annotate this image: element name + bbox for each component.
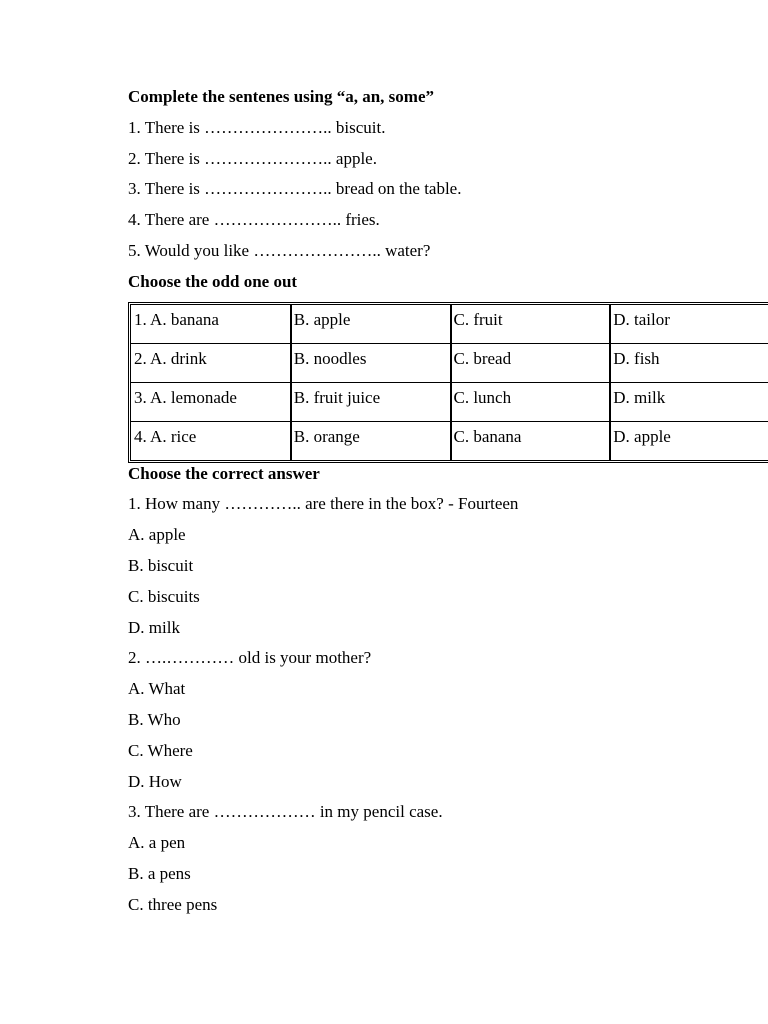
table-row xyxy=(131,344,768,383)
answer-option: B. biscuit xyxy=(128,555,194,575)
sentence-item: 1. There is ………………….. biscuit. xyxy=(128,117,386,137)
table-cell: C. lunch xyxy=(451,383,611,422)
answer-option: B. a pens xyxy=(128,863,191,883)
table-cell: B. noodles xyxy=(291,344,451,383)
table-cell: C. fruit xyxy=(451,305,611,344)
table-cell: C. bread xyxy=(451,344,611,383)
sentence-item: 3. There is ………………….. bread on the table. xyxy=(128,179,462,199)
answer-option: C. Where xyxy=(128,740,193,760)
answer-option: A. apple xyxy=(128,525,186,545)
answer-option: B. Who xyxy=(128,709,181,729)
table-row xyxy=(131,383,768,422)
table-row xyxy=(131,422,768,460)
table-cell: D. fish xyxy=(610,344,768,383)
section-title-correct-answer: Choose the correct answer xyxy=(128,463,320,483)
table-row xyxy=(131,305,768,344)
worksheet-page xyxy=(128,86,768,925)
answer-option: D. milk xyxy=(128,617,180,637)
sentence-item: 4. There are ………………….. fries. xyxy=(128,210,380,230)
answer-option: D. How xyxy=(128,771,182,791)
table-cell: B. apple xyxy=(291,305,451,344)
answer-option: C. biscuits xyxy=(128,586,200,606)
table-cell: D. tailor xyxy=(610,305,768,344)
answer-option: C. three pens xyxy=(128,894,218,914)
table-cell: 3. A. lemonade xyxy=(131,383,291,422)
table-cell: D. apple xyxy=(610,422,768,460)
question-text: 3. There are ……………… in my pencil case. xyxy=(128,802,443,822)
odd-one-out-table xyxy=(128,302,768,463)
table-cell: D. milk xyxy=(610,383,768,422)
answer-option: A. What xyxy=(128,679,186,699)
table-cell: 4. A. rice xyxy=(131,422,291,460)
table-cell: 1. A. banana xyxy=(131,305,291,344)
table-cell: 2. A. drink xyxy=(131,344,291,383)
question-text: 1. How many ………….. are there in the box? - Fourteen xyxy=(128,494,519,514)
table-cell: C. banana xyxy=(451,422,611,460)
table-cell: B. fruit juice xyxy=(291,383,451,422)
sentence-item: 5. Would you like ………………….. water? xyxy=(128,240,431,260)
table-cell: B. orange xyxy=(291,422,451,460)
section-title-odd-one-out: Choose the odd one out xyxy=(128,271,298,291)
question-text: 2. ….………… old is your mother? xyxy=(128,648,372,668)
sentence-item: 2. There is ………………….. apple. xyxy=(128,148,377,168)
section-title-complete-sentences: Complete the sentenes using “a, an, some” xyxy=(128,87,434,106)
answer-option: A. a pen xyxy=(128,833,186,853)
